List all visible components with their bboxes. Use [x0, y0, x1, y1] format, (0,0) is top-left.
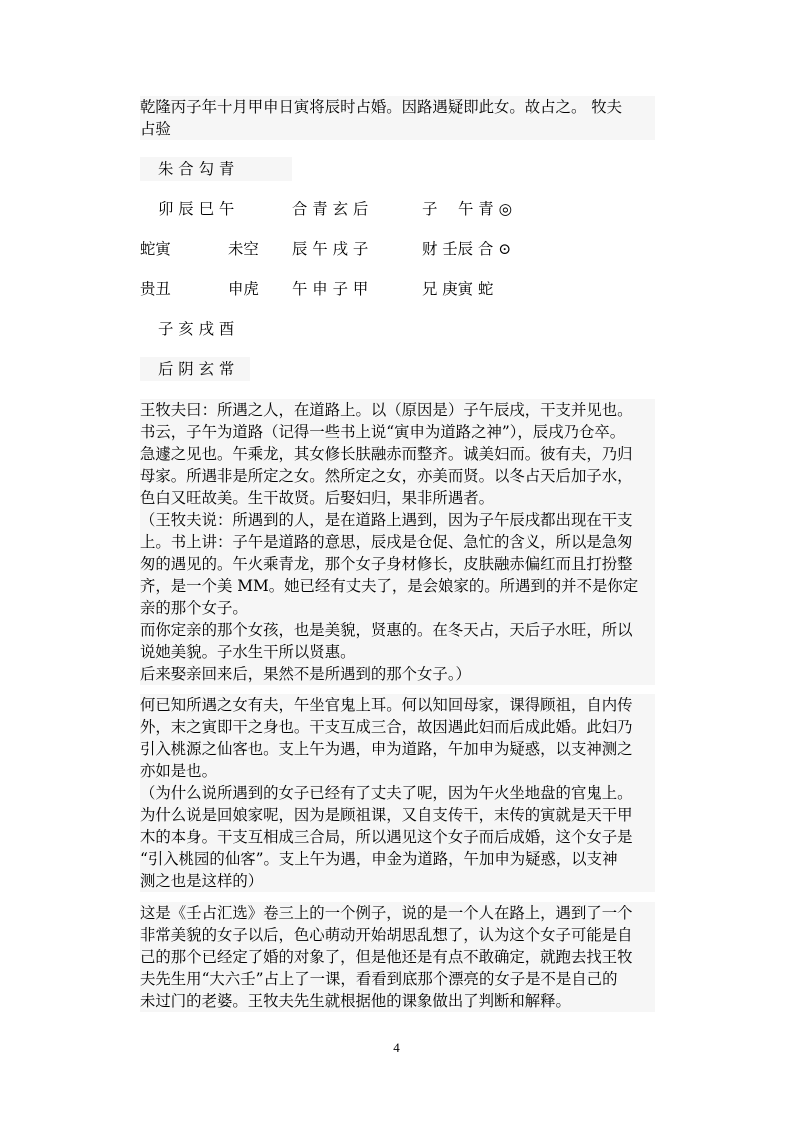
commentary-paragraph-2 [140, 694, 655, 892]
p1-line: 而你定亲的那个女孩，也是美貌，贤惠的。在冬天占，天后子水旺，所以 [140, 621, 633, 639]
p1-line: （王牧夫说：所遇到的人，是在道路上遇到，因为子午辰戌都出现在干支 [140, 511, 633, 529]
chart-row-2-b: 合 青 玄 后 [292, 200, 369, 218]
p2-line: 测之也是这样的） [140, 872, 264, 890]
p2-line: “引入桃园的仙客”。支上午为遇，申金为道路，午加申为疑惑，以支神 [140, 850, 618, 868]
chart-row-2 [140, 197, 655, 221]
chart-row-3-b: 未空 [228, 240, 259, 258]
p1-line: 王牧夫曰：所遇之人，在道路上。以（原因是）子午辰戌，干支并见也。 [140, 401, 633, 419]
chart-row-5 [140, 317, 655, 341]
chart-row-4-a: 贵丑 [140, 280, 171, 298]
p1-line: 后来娶亲回来后，果然不是所遇到的那个女子。） [140, 665, 471, 683]
chart-row-5-text: 子 亥 戌 酉 [158, 320, 235, 338]
p2-line: 木的本身。干支互相成三合局，所以遇见这个女子而后成婚，这个女子是 [140, 828, 633, 846]
chart-row-3-a: 蛇寅 [140, 240, 171, 258]
chart-row-2-d: 午 青 ◎ [458, 200, 512, 218]
p1-line: 齐，是一个美 MM。她已经有丈夫了，是会娘家的。所遇到的并不是你定 [140, 577, 639, 595]
chart-row-4-d: 兄 庚寅 蛇 [422, 280, 494, 298]
chart-row-4 [140, 277, 655, 301]
chart-row-6-text: 后 阴 玄 常 [140, 357, 250, 381]
p1-line: 色白又旺故美。生干故贤。后娶妇归，果非所遇者。 [140, 489, 494, 507]
chart-row-3-d: 财 壬辰 合 ⊙ [422, 240, 512, 258]
p3-line: 己的那个已经定了婚的对象了，但是他还是有点不敢确定，就跑去找王牧 [140, 948, 633, 966]
page-number: 4 [393, 1040, 400, 1055]
p3-line: 这是《壬占汇选》卷三上的一个例子，说的是一个人在路上，遇到了一个 [140, 904, 633, 922]
p2-line: 引入桃源之仙客也。支上午为遇，申为道路，午加申为疑惑，以支神测之 [140, 740, 633, 758]
chart-row-1-text: 朱 合 勾 青 [140, 157, 292, 181]
p1-line: 急遽之见也。午乘龙，其女修长肤融赤而整齐。诚美妇而。彼有夫，乃归 [140, 445, 633, 463]
p2-line: 亦如是也。 [140, 762, 217, 780]
chart-row-4-c: 午 申 子 甲 [292, 280, 369, 298]
p1-line: 匆的遇见的。午火乘青龙，那个女子身材修长，皮肤融赤偏红而且打扮整 [140, 555, 633, 573]
p2-line: 何已知所遇之女有夫，午坐官鬼上耳。何以知回母家，课得顾祖，自内传 [140, 696, 633, 714]
chart-row-6 [140, 357, 655, 381]
chart-row-3-c: 辰 午 戌 子 [292, 240, 369, 258]
chart-row-4-b: 申虎 [228, 280, 259, 298]
p3-line: 未过门的老婆。王牧夫先生就根据他的课象做出了判断和解释。 [140, 992, 571, 1010]
intro-paragraph [140, 96, 655, 140]
p2-line: 外，末之寅即干之身也。干支互成三合，故因遇此妇而后成此婚。此妇乃 [140, 718, 633, 736]
summary-paragraph [140, 902, 655, 1012]
p1-line: 上。书上讲：子午是道路的意思，辰戌是仓促、急忙的含义，所以是急匆 [140, 533, 633, 551]
intro-line-2: 占验 [140, 120, 171, 138]
intro-line-1: 乾隆丙子年十月甲申日寅将辰时占婚。因路遇疑即此女。故占之。 牧夫 [140, 98, 623, 116]
chart-row-2-a: 卯 辰 巳 午 [158, 200, 235, 218]
p2-line: （为什么说所遇到的女子已经有了丈夫了呢，因为午火坐地盘的官鬼上。 [140, 784, 633, 802]
p1-line: 说她美貌。子水生干所以贤惠。 [140, 643, 356, 661]
p1-line: 亲的那个女子。 [140, 599, 248, 617]
chart-row-2-c: 子 [422, 200, 438, 218]
chart-row-3 [140, 237, 655, 261]
p3-line: 夫先生用“大六壬”占上了一课，看看到底那个漂亮的女子是不是自己的 [140, 970, 618, 988]
p1-line: 书云，子午为道路（记得一些书上说“寅申为道路之神”），辰戌乃仓卒。 [140, 423, 626, 441]
chart-row-1 [140, 157, 655, 181]
p2-line: 为什么说是回娘家呢，因为是顾祖课，又自支传干，末传的寅就是天干甲 [140, 806, 633, 824]
p1-line: 母家。所遇非是所定之女。然所定之女，亦美而贤。以冬占天后加子水， [140, 467, 633, 485]
commentary-paragraph-1 [140, 399, 655, 685]
p3-line: 非常美貌的女子以后，色心萌动开始胡思乱想了，认为这个女子可能是自 [140, 926, 633, 944]
